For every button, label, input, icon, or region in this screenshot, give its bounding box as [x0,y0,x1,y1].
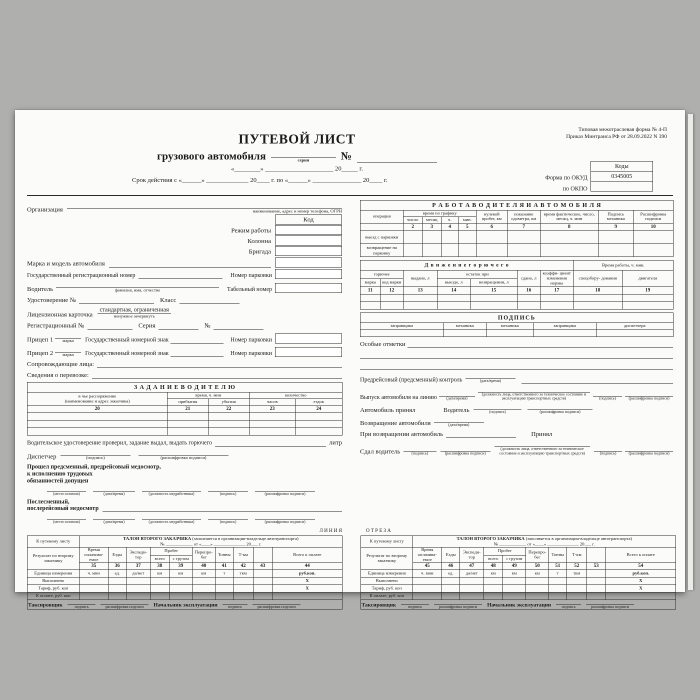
organization-sublabel: наименование, адрес и номер телефона, ОГРН [252,208,342,214]
vehicle-return-line [360,416,673,427]
trailer2-make-sublabel: марка [62,351,74,357]
pretrip-medical-line1: Прошел предсменный, предрейсовый медосмотр, [27,462,161,470]
fuel-empty-row [360,302,673,310]
col-num: 14 [437,287,470,295]
signature-name-sublabel: (расшифровка подписи) [539,409,581,414]
work-row-departure: выезд с парковки [360,231,673,244]
stamp-place-sublabel: (место штампа) [53,519,80,525]
series-label: Серия [138,321,156,330]
trailer2-plate-label: Государственный номерной знак [85,349,169,357]
parking-box [275,269,342,279]
transport-info-label: Сведения о перевозке: [27,370,89,379]
header-divider [27,195,673,196]
responsible-person-sublabel: (должность лица, ответственного за техническое состояние и эксплуатацию транспортных средств) [499,446,585,456]
pretrip-medical-signs [27,485,342,496]
signature-sublabel: подпись [228,604,243,609]
license-card-sublabel: ненужное зачеркнуть [113,313,155,319]
trailer2-label: Прицеп 2 [27,348,54,357]
col-num: 44 [272,563,342,570]
to-waybill-label: К путевому листу [27,536,79,548]
coupon-col-paid-time: Время оплачива- емое [79,547,108,562]
coupon-col-forwarder: Экспеди- тор [460,547,484,562]
work-mode-row [27,226,342,236]
trailer1-line [27,332,342,344]
coupon-title-cell [79,536,342,548]
pretrip-medical-line2: к исполнению трудовых [27,469,93,477]
driver-word-label: Водитель [443,405,470,414]
driver-handover-line [360,440,673,455]
work-col-odometer: показание одометра, км [507,210,540,223]
driver-line [27,281,342,293]
right-column [360,200,673,524]
okud-label: Форма по ОКУД [545,174,588,181]
task-table-title: З А Д А Н И Е В О Д И Т Е Л Ю [27,382,342,392]
operations-chief-label: Начальник эксплуатации [153,602,218,609]
cut-line [27,528,673,534]
driver-handover-label: Сдал водитель [360,447,401,455]
fuel-table [360,260,674,310]
col-num: 4 [441,223,458,231]
driver-work-table [360,200,674,257]
coupon-title: ТАЛОН ВТОРОГО ЗАКАЗЧИКА [456,535,525,541]
vehicle-model-box [275,258,342,268]
work-col-month: месяц [422,217,441,223]
class-label: Класс [160,295,177,304]
col-num: 16 [517,287,540,295]
okpo-label: по ОКПО [562,185,588,192]
col-num: 49 [503,563,526,570]
col-num: 37 [126,563,150,570]
task-empty-row [27,420,342,428]
accompanying-line [27,359,342,368]
coupon-col-loaded-mileage: с грузом [503,555,526,563]
signature-name-sublabel: расшифровка подписи [438,604,478,609]
license-card-line [27,306,342,319]
brigade-box [275,246,342,256]
fuel-col-brand-code: код марки [380,279,403,287]
datetime-sublabel: (дата/время) [103,519,125,525]
coupon-col-tons: Тонны [215,547,233,562]
signature-sublabel: (подпись) [219,519,237,525]
form-subtitle-line [102,149,492,163]
col-num: 43 [253,563,272,570]
dispatcher-line [27,449,342,461]
medworker-sublabel: (должность медработника) [148,491,195,497]
okpo-code [591,181,653,191]
col-num: 48 [484,563,503,570]
validity-line: Срок действия с «______» _____________ 20____ г. по «______» _______________ 20____ г. [132,175,388,184]
coupon-col-blank [253,547,272,562]
coupon-col-total-mileage: всего [150,555,169,563]
state-reg-label: Государственный регистрационный номер [27,271,136,279]
column-box [275,236,342,246]
driver-label: Водитель [27,284,54,293]
fuel-col-fuel: горючее [360,270,403,278]
customer-coupon-table-left [27,535,343,609]
col-num: 24 [295,405,342,413]
col-num: 21 [167,405,208,413]
personnel-number-label: Табельный номер [226,285,272,293]
col-num: 45 [413,563,442,570]
col-num: 3 [422,223,441,231]
to-waybill-label: К путевому листу [361,536,413,548]
col-num: 18 [573,287,622,295]
on-return-label: При возвращении автомобиль [360,430,444,438]
posttrip-medical-signs [27,513,342,524]
fuel-col-at-return: возвращении, л [470,279,517,287]
signature-empty-row [360,329,673,337]
task-col-qty: количество [249,392,342,398]
task-col-hours: часов [249,399,295,405]
signature-name-sublabel: (расшифровка подписи) [264,519,306,525]
state-reg-line [27,270,342,280]
posttrip-medical-line1: Послесменный, [27,497,70,505]
work-mode-label: Режим работы [231,226,271,234]
registration-label: Регистрационный № [27,321,85,330]
signature-table-title: ПОДПИСЬ [360,313,673,323]
posttrip-medical-line [27,498,342,512]
signature-name-sublabel: расшифровка подписи [105,604,144,609]
pretrip-control-line [360,372,673,383]
work-col-minute: мин. [458,217,476,223]
coupon-tariff-row: Тариф, руб. коп X [27,585,342,593]
vehicle-accepted-label: Автомобиль принял [360,405,416,414]
trailer1-parking-label: Номер парковки [230,335,272,343]
coupon-col-mileage: Пробег [484,547,526,555]
driver-sublabel: фамилия, имя, отчество [114,287,161,293]
fuel-number-row [360,287,673,295]
signature-col-fueler: заправщика [360,323,443,329]
trailer2-parking-label: Номер парковки [230,349,272,357]
waybill-sheet [15,110,685,609]
task-empty-row [27,428,342,436]
task-col-customer: в чье распоряжение (наименование и адрес заказчика) [27,392,167,405]
signature-col-dispatcher: диспетчера [596,323,673,329]
posttrip-medical-line2: послерейсовый медосмотр [27,504,99,512]
task-col-arrival: прибытия [167,399,208,405]
col-num: 41 [215,563,233,570]
transport-info-line [27,370,342,379]
parking-label: Номер парковки [230,271,272,279]
signature-sublabel: (подпись) [411,450,429,456]
number-label: № [204,321,211,330]
fuel-col-at-departure: выезде, л [437,279,470,287]
datetime-sublabel: (дата/время) [448,422,470,427]
col-num: 38 [150,563,169,570]
col-num: 54 [606,563,676,570]
col-num: 2 [403,223,422,231]
coupon-title-sub: (заполняется в организации-владельце автотранспорта) [525,535,632,541]
coupon-col-blank [587,547,606,562]
work-col-mechanic-sign: Подпись механика [598,210,633,223]
signature-name-sublabel: расшифровка подписи [257,604,296,609]
signature-table [360,313,674,337]
form-subtitle: грузового автомобиля [157,149,266,162]
coupon-result-label: Результат по второму заказчику [361,547,413,569]
personnel-number-box [275,283,342,293]
col-num: 22 [208,405,249,413]
col-num: 11 [360,287,380,295]
vehicle-return-label: Возвращение автомобиля [360,419,431,427]
column-row [27,236,342,246]
series-sublabel: серия [297,157,310,163]
signature-name-sublabel: (расшифровка подписи) [628,396,670,401]
trailer1-make-sublabel: марка [62,338,74,344]
col-num [360,223,403,231]
date-line: «________» _____________________ 20_____ г. [231,164,363,173]
col-num: 15 [470,287,517,295]
coupon-col-forwarder: Экспеди- тор [126,547,150,562]
coupon-col-over-mileage: Перепро- бег [192,547,215,562]
on-return-line [360,429,673,438]
fuel-col-remainder: остаток при [437,270,517,278]
coupon-done-row: Выполнено X [361,577,676,585]
col-num: 53 [587,563,606,570]
special-notes-label: Особые отметки [360,340,406,348]
col-num: 7 [507,223,540,231]
trailer1-parking-box [275,333,342,343]
page-edge [688,114,693,590]
signature-col-fueler2: заправщика [533,323,596,329]
left-column [27,200,342,524]
coupon-col-total-due: Всего к оплате [606,547,676,562]
dispatcher-label: Диспетчер [27,452,57,460]
responsible-person-sublabel: (должность лица, ответственного за техническое состояние и эксплуатацию транспортных средств) [481,391,587,401]
col-num: 19 [622,287,673,295]
signature-name-sublabel: (расшифровка подписи) [628,450,670,456]
fuel-col-worktime: Время работы, ч. мин. [573,260,673,270]
coupon-col-tons: Тонны [549,547,567,562]
brigade-label: Бригада [248,247,271,255]
waybill-content [15,110,685,609]
fuel-table-title: Д в и ж е н и е г о р ю ч е г о [360,260,573,270]
form-note [566,126,667,140]
number-sign: № [340,149,352,162]
medworker-sublabel: (должность медработника) [148,519,195,525]
col-num: 8 [540,223,598,231]
coupon-title-cell [413,536,676,548]
fuel-col-engine: двигателя [622,270,673,286]
special-notes-line [360,339,673,348]
coupon-col-trips: Езды [442,547,460,562]
stamp-place-sublabel: (место штампа) [53,491,80,497]
fuel-col-special-equipment: спецобору- дования [573,270,622,286]
fuel-col-brand: марка [360,279,380,287]
fuel-col-returned: сдано, л [517,270,540,286]
col-num: 13 [403,287,437,295]
task-col-trips: ездок [295,399,342,405]
work-col-hour: ч. [441,217,458,223]
coupon-col-paid-time: Время оплачива- емое [413,547,442,562]
release-line [360,385,673,400]
release-label: Выпуск автомобиля на линию [360,393,437,401]
work-col-schedule: время по графику [403,210,476,216]
datetime-sublabel: (дата/время) [479,378,501,384]
trailer2-line [27,345,342,357]
vehicle-accepted-line [360,403,673,414]
signature-name-sublabel: (расшифровка подписи) [160,455,207,461]
okud-code: 0345005 [591,171,653,181]
coupon-col-loaded-mileage: с грузом [169,555,192,563]
organization-line [27,202,342,214]
customer-coupon-table-right [361,535,677,609]
col-num: 5 [458,223,476,231]
coupon-title: ТАЛОН ВТОРОГО ЗАКАЗЧИКА [123,535,192,541]
form-title: ПУТЕВОЙ ЛИСТ [238,131,356,147]
coupon-result-label: Результат по второму заказчику [27,547,79,569]
col-num: 6 [476,223,507,231]
rater-label: Таксировщик [361,602,397,609]
coupon-col-total-mileage: всего [484,555,503,563]
code-box-header-row [27,215,342,225]
special-notes-rule [360,361,673,370]
col-num: 46 [442,563,460,570]
trailer1-label: Прицеп 1 [27,335,54,343]
codes-block [545,161,653,194]
col-num: 17 [540,287,573,295]
license-card-options: стандартная, ограниченная [99,305,169,313]
col-num: 20 [27,405,167,413]
col-num: 40 [192,563,215,570]
coupon-payable-row: К оплате, руб. коп [361,592,676,600]
cut-line-word1: Л И Н И Я [319,528,342,534]
form-note-line2: Приказ Минтранса РФ от 28.09.2022 N 390 [566,133,667,140]
signature-col-mechanic1: механика [443,323,486,329]
work-col-actual-time: время фактическое, число, месяц, ч. мин [540,210,598,223]
col-num: 47 [460,563,484,570]
signature-sublabel: (подпись) [489,409,506,414]
coupon-col-ton-km: Т-км [567,547,587,562]
task-number-row [27,405,342,413]
col-num: 51 [549,563,567,570]
column-label: Колонна [247,236,271,245]
col-num: 12 [380,287,403,295]
fuel-empty-row [360,294,673,302]
signature-name-sublabel: расшифровка подписи [590,604,630,609]
vehicle-model-line [27,258,342,268]
task-empty-row [27,413,342,421]
coupon-col-total-due: Всего к оплате [272,547,342,562]
pretrip-control-label: Предрейсовый (предсменный) контроль [360,375,463,383]
work-col-operation: операция [360,210,403,223]
fuel-issue-label: Водительское удостоверение проверил, задание выдал, выдать горючего [27,439,213,447]
organization-label: Организация [27,205,63,214]
col-num: 42 [233,563,253,570]
signature-col-mechanic2: механика [486,323,533,329]
col-num: 10 [633,223,673,231]
col-num: 50 [526,563,549,570]
signature-name-sublabel: (расшифровка подписи) [264,491,306,497]
cut-line-word2: О Т Р Е З А [366,528,391,534]
coupon-footer [27,600,342,610]
coupon-tariff-row: Тариф, руб. коп X [361,585,676,593]
accepted-label: Принял [531,430,553,438]
form-note-line1: Типовая межотраслевая форма № 4-П [578,126,667,133]
coupon-footer [361,600,676,610]
col-num: 23 [249,405,295,413]
certificate-label: Удостоверение № [27,295,77,304]
registration-line [27,321,342,330]
signature-sublabel: (подпись) [219,491,237,497]
trailer2-parking-box [275,347,342,357]
title-block [102,131,492,184]
fuel-col-issued: выдано, л [403,270,437,286]
col-num: 52 [567,563,587,570]
coupon-col-ton-km: Т-км [233,547,253,562]
signature-sublabel: (подпись) [86,455,105,461]
coupon-number-line: № ____________ от «____» ______________ 20___ г. [493,541,595,547]
brigade-row [27,247,342,257]
work-col-sign-name: Расшифровка подписи [633,210,673,223]
vehicle-model-label: Марка и модель автомобиля [27,259,105,268]
col-num: 35 [79,563,108,570]
work-number-row [360,223,673,231]
signature-sublabel: подпись [408,604,423,609]
coupon-title-sub: (заполняется в организации-владельце автотранспорта) [192,535,299,541]
posttrip-medical-text [27,498,99,512]
license-card-label: Лицензионная карточка [27,310,93,319]
pretrip-medical-line3: обязанностей допущен [27,476,89,484]
accompanying-label: Сопровождающие лица: [27,359,95,368]
work-col-zero-run: нулевой пробег, км [476,210,507,223]
special-notes-rule [360,350,673,359]
rater-label: Таксировщик [28,602,63,609]
signature-sublabel: подпись [561,604,576,609]
work-mode-box [275,225,342,235]
coupon-units-row: Единица измерения ч. мин ед. да/нет км км км т ткм руб.коп. [361,570,676,578]
task-col-departure: убытия [208,399,249,405]
datetime-sublabel: (дата/время) [103,491,125,497]
license-id-line [27,295,342,304]
signature-name-sublabel: (расшифровка подписи) [444,450,486,456]
coupon-payable-row: К оплате, руб. коп [27,592,342,600]
fuel-issue-line [27,438,342,447]
col-num: 9 [598,223,633,231]
pretrip-medical-text [27,463,342,484]
task-col-time: время, ч. мин [167,392,249,398]
trailer1-plate-label: Государственный номерной знак [85,335,169,343]
coupon-col-trips: Езды [108,547,126,562]
signature-sublabel: (подпись) [599,396,616,401]
coupon-col-mileage: Пробег [150,547,192,555]
work-row-return: возвращение на парковку [360,244,673,257]
coupon-done-row: Выполнено X [27,577,342,585]
datetime-sublabel: (дата/время) [446,396,468,401]
codes-labels [545,161,587,194]
form-header [27,114,673,193]
codes-header: Коды [591,161,653,171]
signature-sublabel: (подпись) [599,450,617,456]
codes-table [591,161,654,192]
code-box-header: Код [275,215,342,225]
work-table-title: Р А Б О Т А В О Д И Т Е Л Я И А В Т О М О Б И Л Я [360,200,673,210]
fuel-col-coefficient: коэффи- циент изменения нормы [540,270,573,286]
col-num: 39 [169,563,192,570]
col-num: 36 [108,563,126,570]
coupon-units-row: Единица измерения ч. мин ед. да/нет км км км т ткм руб.коп. [27,570,342,578]
driver-task-table [27,382,343,436]
operations-chief-label: Начальник эксплуатации [487,602,552,609]
liters-label: литр [329,438,342,447]
coupon-col-over-mileage: Перепро- бег [526,547,549,562]
signature-sublabel: подпись [74,604,89,609]
coupon-number-line: № ____________ от «____» ______________ 20___ г. [160,541,262,547]
work-col-day: число [403,217,422,223]
